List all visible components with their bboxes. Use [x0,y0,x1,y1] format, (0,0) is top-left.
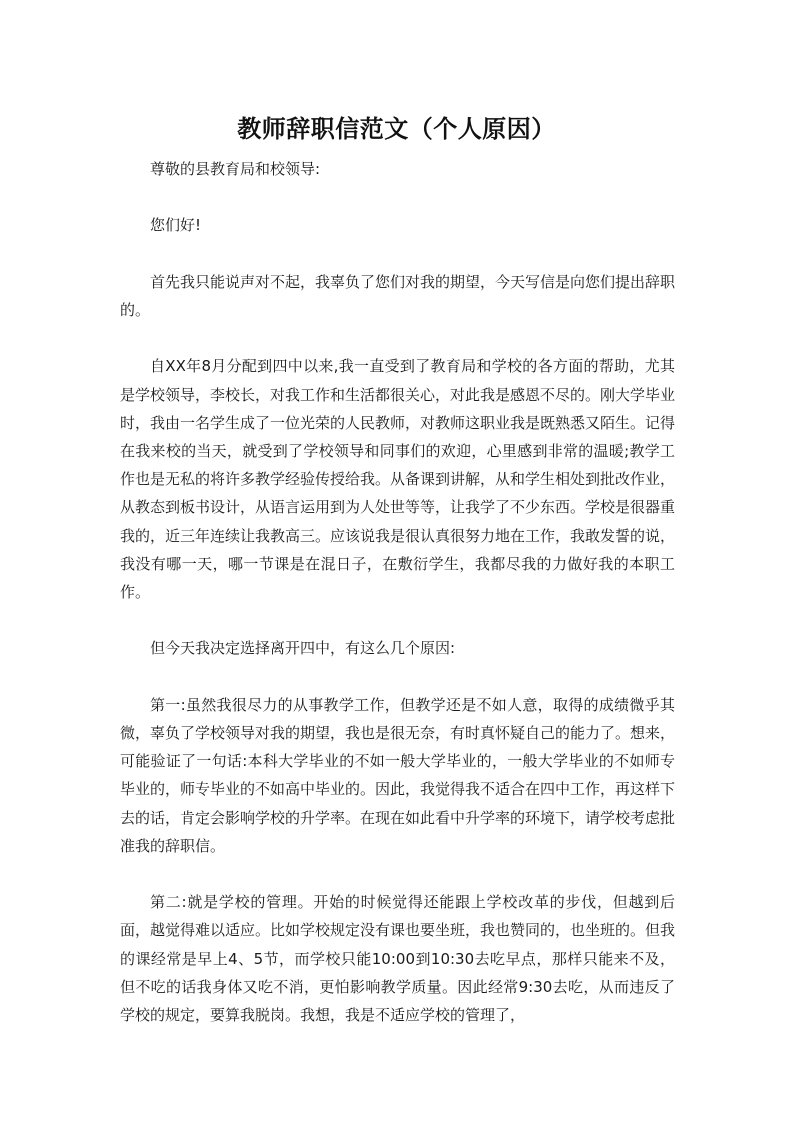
document-title: 教师辞职信范文（个人原因） [237,115,556,143]
paragraph-reason-second: 第二:就是学校的管理。开始的时候觉得还能跟上学校改革的步伐，但越到后面，越觉得难以适应。比如学校规定没有课也要坐班，我也赞同的，也坐班的。但我的课经常是早上4、5节，而学校只能10:00到10:30去吃早点，那样只能来不及，但不吃的话我身体又吃不消，更怕影响教学质量。因此经常9:30去吃，从而违反了学校的规定，要算我脱岗。我想，我是不适应学校的管理了， [120,893,676,1024]
paragraph-reasons-intro: 但今天我决定选择离开四中，有这么几个原因: [150,639,456,658]
paragraph-gratitude: 自XX年8月分配到四中以来,我一直受到了教育局和学校的各方面的帮助，尤其是学校领导，李校长，对我工作和生活都很关心，对此我是感恩不尽的。刚大学毕业时，我由一名学生成了一位光荣的人民教师，对教师这职业我是既熟悉又陌生。记得在我来校的当天，就受到了学校领导和同事们的欢迎，心里感到非常的温暖;教学工作也是无私的将许多教学经验传授给我。从备课到讲解，从和学生相处到批改作业，从教态到板书设计，从语言运用到为人处世等等，让我学了不少东西。学校是很器重我的，近三年连续让我教高三。应该说我是很认真很努力地在工作，我敢发誓的说，我没有哪一天，哪一节课是在混日子，在敷衍学生，我都尽我的力做好我的本职工作。 [120,357,676,601]
letter-body [120,155,675,1057]
paragraph-reason-first: 第一:虽然我很尽力的从事教学工作，但教学还是不如人意，取得的成绩微乎其微，辜负了学校领导对我的期望，我也是很无奈，有时真怀疑自己的能力了。想来，可能验证了一句话:本科大学毕业的不如一般大学毕业的，一般大学毕业的不如师专毕业的，师专毕业的不如高中毕业的。因此，我觉得我不适合在四中工作，再这样下去的话，肯定会影响学校的升学率。在现在如此看中升学率的环境下，请学校考虑批准我的辞职信。 [120,695,676,855]
greeting: 您们好! [150,216,202,235]
paragraph-apology: 首先我只能说声对不起，我辜负了您们对我的期望，今天写信是向您们提出辞职的。 [120,272,676,319]
salutation: 尊敬的县教育局和校领导: [150,160,321,178]
